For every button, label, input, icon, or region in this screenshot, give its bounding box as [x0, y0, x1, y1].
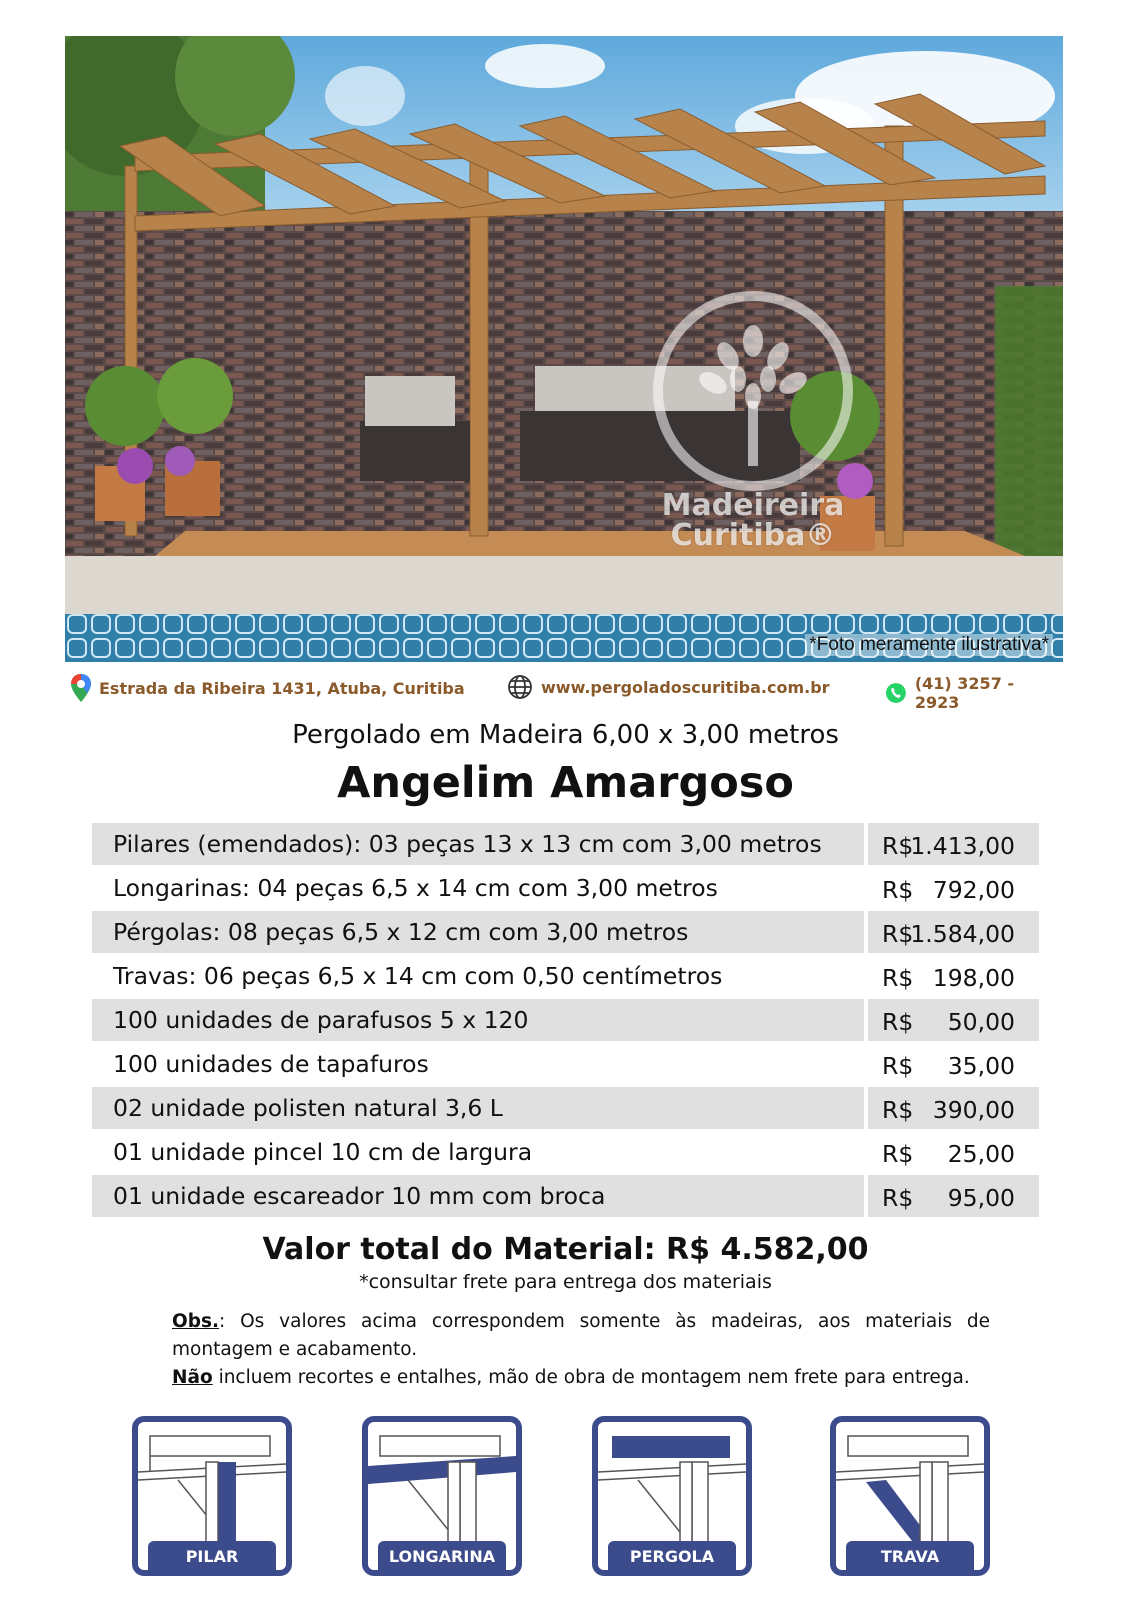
- table-row: [92, 1043, 1039, 1085]
- currency: R$: [882, 1008, 914, 1036]
- obs-label: Obs.: [172, 1311, 220, 1332]
- item-description: Pilares (emendados): 03 peças 13 x 13 cm com 3,00 metros: [92, 823, 864, 865]
- currency: R$: [882, 876, 914, 904]
- photo-caption: *Foto meramente ilustrativa*: [805, 634, 1053, 656]
- item-price: [868, 1131, 1039, 1173]
- item-price: [868, 999, 1039, 1041]
- part-label: LONGARINA: [378, 1541, 506, 1571]
- website-link[interactable]: www.pergoladoscuritiba.com.br: [541, 677, 830, 697]
- nao-label: Não: [172, 1367, 213, 1388]
- part-card-pergola: [592, 1416, 752, 1576]
- currency: R$: [882, 964, 914, 992]
- currency: R$: [882, 1184, 914, 1212]
- amount: 1.584,00: [910, 920, 1015, 948]
- globe-icon: [507, 674, 533, 700]
- part-label: TRAVA: [846, 1541, 974, 1571]
- pergola-photo: [65, 36, 1063, 662]
- observation-note: [172, 1308, 990, 1392]
- item-price: [868, 867, 1039, 909]
- amount: 792,00: [932, 876, 1015, 904]
- materials-table: [92, 821, 1039, 1219]
- amount: 35,00: [947, 1052, 1015, 1080]
- amount: 1.413,00: [910, 832, 1015, 860]
- amount: 25,00: [947, 1140, 1015, 1168]
- item-price: [868, 1087, 1039, 1129]
- amount: 198,00: [932, 964, 1015, 992]
- table-row: [92, 1087, 1039, 1129]
- currency: R$: [882, 1052, 914, 1080]
- watermark-text-1: Madeireira: [661, 488, 845, 523]
- location-pin-icon: [71, 674, 91, 702]
- item-description: Longarinas: 04 peças 6,5 x 14 cm com 3,00 metros: [113, 874, 718, 902]
- table-row: [92, 999, 1039, 1041]
- freight-note: *consultar frete para entrega dos materiais: [359, 1271, 772, 1293]
- table-row: [92, 955, 1039, 997]
- currency: R$: [882, 832, 914, 860]
- address-item: [71, 674, 465, 702]
- amount: 390,00: [932, 1096, 1015, 1124]
- currency: R$: [882, 1096, 914, 1124]
- phone-number[interactable]: (41) 3257 - 2923: [914, 674, 1015, 712]
- amount: 95,00: [947, 1184, 1015, 1212]
- item-description: Travas: 06 peças 6,5 x 14 cm com 0,50 centímetros: [113, 962, 723, 990]
- table-row: [92, 911, 1039, 953]
- address-text: Estrada da Ribeira 1431, Atuba, Curitiba: [99, 678, 465, 698]
- part-label: PERGOLA: [608, 1541, 736, 1571]
- item-price: [868, 955, 1039, 997]
- product-title: Angelim Amargoso: [337, 758, 794, 808]
- item-description: 100 unidades de parafusos 5 x 120: [92, 999, 864, 1041]
- item-description: 02 unidade polisten natural 3,6 L: [92, 1087, 864, 1129]
- pergola-illustration: [65, 36, 1063, 662]
- website-item[interactable]: [507, 674, 830, 700]
- part-label: PILAR: [148, 1541, 276, 1571]
- phone-item[interactable]: [885, 674, 1063, 712]
- contact-bar: [65, 670, 1063, 712]
- total-value: Valor total do Material: R$ 4.582,00: [262, 1232, 869, 1267]
- table-row: [92, 1175, 1039, 1217]
- product-subtitle: Pergolado em Madeira 6,00 x 3,00 metros: [292, 720, 839, 750]
- part-card-longarina: [362, 1416, 522, 1576]
- item-price: [868, 823, 1039, 865]
- parts-legend: [0, 1416, 1131, 1586]
- item-description: 100 unidades de tapafuros: [113, 1050, 429, 1078]
- amount: 50,00: [947, 1008, 1015, 1036]
- item-price: [868, 911, 1039, 953]
- part-card-pilar: [132, 1416, 292, 1576]
- nao-text: incluem recortes e entalhes, mão de obra de montagem nem frete para entrega.: [212, 1367, 970, 1388]
- item-description: 01 unidade pincel 10 cm de largura: [113, 1138, 533, 1166]
- obs-text: : Os valores acima correspondem somente às madeiras, aos materiais de montagem e acabamento.: [172, 1311, 990, 1360]
- whatsapp-icon: [885, 682, 907, 704]
- part-card-trava: [830, 1416, 990, 1576]
- item-description: 01 unidade escareador 10 mm com broca: [92, 1175, 864, 1217]
- currency: R$: [882, 1140, 914, 1168]
- table-row: [92, 823, 1039, 865]
- item-price: [868, 1043, 1039, 1085]
- watermark-text-2: Curitiba®: [670, 518, 836, 553]
- table-row: [92, 1131, 1039, 1173]
- item-price: [868, 1175, 1039, 1217]
- currency: R$: [882, 920, 914, 948]
- table-row: [92, 867, 1039, 909]
- item-description: Pérgolas: 08 peças 6,5 x 12 cm com 3,00 metros: [92, 911, 864, 953]
